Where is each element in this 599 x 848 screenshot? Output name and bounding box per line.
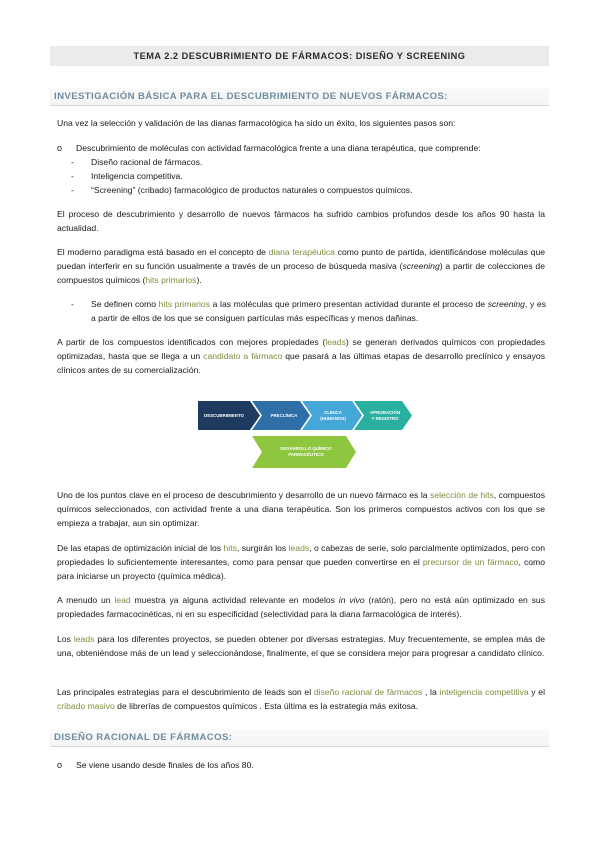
intro-paragraph: Una vez la selección y validación de las dianas farmacológica ha sido un éxito, los siguientes pasos son: — [57, 118, 456, 128]
svg-text:APROBACIÓN: APROBACIÓN — [369, 410, 401, 415]
dash-bullet-icon: - — [71, 299, 74, 309]
optimization-paragraph: De las etapas de optimización inicial de los hits, surgirán los leads, o cabezas de serie, solo parcialmente optimizados, pero con propiedades lo suficientemente interesantes, como para pensar que pueden convertirse en el precursor de un fármaco, como para iniciarse un proyecto (química médica). — [57, 543, 545, 582]
highlight-term: hits primarios — [145, 275, 197, 286]
highlight-term: inteligencia competitiva — [439, 687, 529, 697]
highlight-term: hits — [223, 543, 237, 553]
history-paragraph: El proceso de descubrimiento y desarrollo de nuevos fármacos ha sufrido cambios profundos desde los años 90 hasta la actualidad. — [57, 209, 545, 234]
section-heading-investigacion: INVESTIGACIÓN BÁSICA PARA EL DESCUBRIMIENTO DE NUEVOS FÁRMACOS: — [50, 88, 549, 106]
highlight-term: leads — [288, 543, 310, 553]
highlight-term: diseño racional de fármacos — [313, 687, 423, 697]
flow-step-descubrimiento — [198, 401, 260, 430]
highlight-term: leads — [73, 634, 95, 644]
projects-paragraph: Los leads para los diferentes proyectos, se pueden obtener por diversas estrategias. Muy frecuentemente, se emplea más de una, obteniéndose más de un lead y seleccionándose, finalmente, el que se considera mejor para progresar a candidato clínico. — [57, 634, 545, 659]
dash-bullet-icon: - — [71, 171, 74, 181]
step-item: “Screening” (cribado) farmacológico de productos naturales o compuestos químicos. — [91, 185, 413, 195]
strategies-paragraph: Las principales estrategias para el descubrimiento de leads son el diseño racional de fármacos , la inteligencia competitiva y el cribado masivo de librerías de compuestos químicos . Esta última es la estrategia más exitosa. — [57, 687, 545, 712]
leads-paragraph: A partir de los compuestos identificados con mejores propiedades (leads) se generan derivados químicos con propiedades optimizadas, hasta que se llega a un candidato a fármaco que pasará a las últimas etapas de desarrollo preclínico y ensayos clínicos antes de su comercialización. — [57, 337, 545, 376]
key-point-paragraph: Uno de los puntos clave en el proceso de descubrimiento y desarrollo de un nuevo fármaco es la selección de hits, compuestos químicos seleccionados, con actividad frente a una diana terapéutica. Son los primeros compuestos activos con los que se empieza a trabajar, aun sin optimizar. — [57, 490, 545, 529]
flow-step-clinica — [302, 401, 362, 430]
paradigm-paragraph: El moderno paradigma está basado en el concepto de diana terapéutica como punto de partida, identificándose moléculas que puedan interferir en su función usualmente a través de un proceso de búsqueda masiva (screening) a partir de colecciones de compuestos químicos (hits primarios). — [57, 247, 545, 286]
highlight-term: lead — [114, 595, 131, 605]
highlight-term: diana terapéutica — [268, 247, 335, 257]
drug-development-diagram — [190, 391, 420, 476]
svg-text:PRECLÍNICA: PRECLÍNICA — [270, 413, 298, 418]
highlight-term: cribado masivo — [57, 701, 115, 712]
highlight-term: precursor de un fármaco — [422, 557, 519, 568]
svg-text:DESARROLLO QUÍMICO: DESARROLLO QUÍMICO — [280, 446, 332, 451]
svg-text:Y REGISTRO: Y REGISTRO — [371, 416, 399, 421]
highlight-term: hits primarios — [158, 299, 210, 309]
flow-step-preclinica — [252, 401, 310, 430]
page-title: TEMA 2.2 DESCUBRIMIENTO DE FÁRMACOS: DISEÑO Y SCREENING — [50, 46, 549, 66]
flow-step-desarrollo-quimico — [252, 436, 356, 468]
hits-definition: Se definen como hits primarios a las moléculas que primero presentan actividad durante el proceso de screening, y es a partir de ellos de los que se consiguen partículas más específicas y menos dañinas. — [91, 299, 546, 324]
step-item: Inteligencia competitiva. — [91, 171, 183, 181]
step-text: Descubrimiento de moléculas con actividad farmacológica frente a una diana terapéutica, que comprende: — [76, 143, 481, 153]
svg-text:FARMACÉUTICO: FARMACÉUTICO — [288, 452, 324, 457]
dash-bullet-icon: - — [71, 185, 74, 195]
last-bullet-text: Se viene usando desde finales de los años 80. — [76, 760, 254, 770]
svg-text:(HUMANOS): (HUMANOS) — [320, 416, 346, 421]
highlight-term: selección de hits — [430, 490, 494, 500]
highlight-term: candidato a fármaco — [203, 351, 283, 362]
section-heading-diseno-racional: DISEÑO RACIONAL DE FÁRMACOS: — [50, 729, 549, 747]
flow-step-aprobacion — [354, 401, 412, 430]
circle-bullet-icon: o — [57, 143, 63, 153]
dash-bullet-icon: - — [71, 157, 74, 167]
svg-text:DESCUBRIMIENTO: DESCUBRIMIENTO — [204, 413, 244, 418]
process-flow-svg — [190, 391, 420, 476]
lead-in-vivo-paragraph: A menudo un lead muestra ya alguna actividad relevante en modelos in vivo (ratón), pero no está aún optimizado en sus propiedades farmacocinéticas, ni en su especificidad (selectividad para la diana farmacológica de interés). — [57, 595, 546, 620]
step-item: Diseño racional de fármacos. — [91, 157, 203, 167]
highlight-term: leads — [325, 337, 346, 347]
svg-text:CLÍNICA: CLÍNICA — [324, 410, 342, 415]
circle-bullet-icon: o — [57, 760, 63, 770]
